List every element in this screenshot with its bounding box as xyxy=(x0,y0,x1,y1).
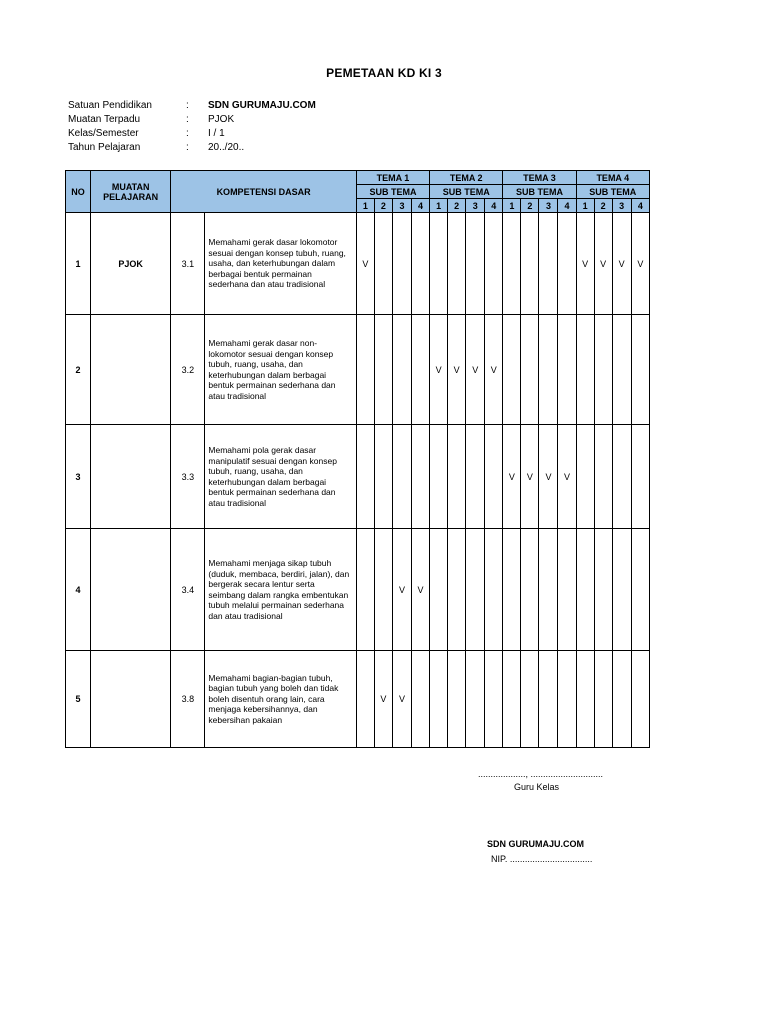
row-kd-code: 3.2 xyxy=(171,315,205,425)
mark-cell xyxy=(521,213,539,315)
mark-cell xyxy=(485,425,503,529)
document-meta xyxy=(68,98,316,154)
mark-cell xyxy=(466,529,485,651)
mark-cell xyxy=(594,425,612,529)
mark-cell: V xyxy=(503,425,521,529)
mark-cell xyxy=(521,315,539,425)
mark-cell xyxy=(558,651,576,748)
mark-cell xyxy=(374,425,392,529)
header-tema-2: TEMA 2 xyxy=(430,171,503,185)
row-kd-code: 3.4 xyxy=(171,529,205,651)
header-subtema-number: 1 xyxy=(503,199,521,213)
mark-cell: V xyxy=(539,425,558,529)
header-subtema-number: 2 xyxy=(594,199,612,213)
mark-cell xyxy=(485,529,503,651)
header-muatan: MUATAN PELAJARAN xyxy=(91,171,171,213)
mark-cell xyxy=(448,213,466,315)
mark-cell xyxy=(430,529,448,651)
mark-cell xyxy=(539,651,558,748)
mark-cell xyxy=(374,315,392,425)
header-subtema-number: 3 xyxy=(612,199,631,213)
header-subtema-number: 2 xyxy=(521,199,539,213)
row-kd-description: Memahami pola gerak dasar manipulatif sesuai dengan konsep tubuh, ruang, usaha, dan keterhubungan dalam berbagai bentuk permainan sederhana dan atau tradisional xyxy=(205,425,356,529)
row-kd-code: 3.8 xyxy=(171,651,205,748)
mark-cell xyxy=(356,529,374,651)
mark-cell xyxy=(412,651,430,748)
meta-value: I / 1 xyxy=(208,127,225,139)
header-subtema-number: 1 xyxy=(430,199,448,213)
mark-cell xyxy=(392,213,411,315)
mark-cell xyxy=(412,425,430,529)
mark-cell xyxy=(594,315,612,425)
mark-cell xyxy=(503,213,521,315)
mark-cell: V xyxy=(448,315,466,425)
table-row xyxy=(66,315,650,425)
header-subtema-number: 1 xyxy=(576,199,594,213)
row-muatan xyxy=(91,651,171,748)
mark-cell: V xyxy=(612,213,631,315)
mark-cell xyxy=(521,529,539,651)
meta-value: SDN GURUMAJU.COM xyxy=(208,99,316,111)
mark-cell xyxy=(612,651,631,748)
mark-cell xyxy=(448,425,466,529)
header-subtema-number: 3 xyxy=(466,199,485,213)
mark-cell: V xyxy=(466,315,485,425)
mark-cell xyxy=(503,651,521,748)
mark-cell xyxy=(485,213,503,315)
header-subtema: SUB TEMA xyxy=(503,185,576,199)
row-kd-description: Memahami bagian-bagian tubuh, bagian tubuh yang boleh dan tidak boleh disentuh orang lain, cara menjaga kebersihannya, dan kebersihan pakaian xyxy=(205,651,356,748)
mark-cell: V xyxy=(576,213,594,315)
mark-cell xyxy=(430,213,448,315)
mark-cell xyxy=(466,425,485,529)
row-muatan xyxy=(91,315,171,425)
mark-cell: V xyxy=(631,213,649,315)
meta-colon: : xyxy=(186,99,189,111)
row-kd-description: Memahami menjaga sikap tubuh (duduk, membaca, berdiri, jalan), dan bergerak secara lentur serta seimbang dalam rangka embentukan tubuh melalui permainan sederhana dan atau tradisional xyxy=(205,529,356,651)
table-row xyxy=(66,529,650,651)
page-title: PEMETAAN KD KI 3 xyxy=(326,66,442,80)
mark-cell: V xyxy=(521,425,539,529)
header-subtema-number: 4 xyxy=(558,199,576,213)
meta-row-kelas xyxy=(68,126,316,140)
mark-cell xyxy=(356,315,374,425)
row-muatan xyxy=(91,529,171,651)
mark-cell xyxy=(448,651,466,748)
header-subtema-number: 1 xyxy=(356,199,374,213)
mapping-table xyxy=(65,170,650,748)
row-kd-code: 3.1 xyxy=(171,213,205,315)
table-row xyxy=(66,651,650,748)
meta-label: Kelas/Semester xyxy=(68,127,139,139)
table-header xyxy=(66,171,650,213)
header-tema-4: TEMA 4 xyxy=(576,171,649,185)
mark-cell xyxy=(558,213,576,315)
mark-cell xyxy=(466,651,485,748)
mark-cell xyxy=(392,425,411,529)
header-tema-1: TEMA 1 xyxy=(356,171,429,185)
mark-cell xyxy=(631,425,649,529)
signature-name: SDN GURUMAJU.COM xyxy=(487,839,585,849)
row-muatan: PJOK xyxy=(91,213,171,315)
meta-row-satuan xyxy=(68,98,316,112)
mark-cell xyxy=(576,651,594,748)
mark-cell xyxy=(594,529,612,651)
mark-cell xyxy=(412,213,430,315)
signature-date-line: ..................., ............................. xyxy=(478,769,604,779)
mark-cell: V xyxy=(392,651,411,748)
mark-cell xyxy=(631,529,649,651)
header-subtema-number: 2 xyxy=(374,199,392,213)
meta-value: PJOK xyxy=(208,113,235,125)
mark-cell xyxy=(539,315,558,425)
header-subtema-number: 3 xyxy=(539,199,558,213)
header-subtema-number: 4 xyxy=(631,199,649,213)
signature-role: Guru Kelas xyxy=(514,782,560,792)
header-subtema: SUB TEMA xyxy=(430,185,503,199)
mark-cell xyxy=(539,213,558,315)
table-row xyxy=(66,213,650,315)
row-muatan xyxy=(91,425,171,529)
table-body xyxy=(66,213,650,748)
header-kompetensi: KOMPETENSI DASAR xyxy=(171,171,357,213)
row-kd-code: 3.3 xyxy=(171,425,205,529)
meta-colon: : xyxy=(186,141,189,153)
mark-cell xyxy=(612,315,631,425)
mark-cell xyxy=(503,529,521,651)
meta-colon: : xyxy=(186,127,189,139)
mark-cell xyxy=(356,651,374,748)
meta-value: 20../20.. xyxy=(208,141,245,153)
mark-cell xyxy=(631,651,649,748)
mark-cell: V xyxy=(374,651,392,748)
mark-cell: V xyxy=(392,529,411,651)
mark-cell: V xyxy=(430,315,448,425)
signature-nip: NIP. ................................. xyxy=(491,854,593,864)
row-number: 5 xyxy=(66,651,91,748)
mark-cell xyxy=(576,529,594,651)
mark-cell xyxy=(539,529,558,651)
header-subtema-number: 4 xyxy=(485,199,503,213)
row-number: 2 xyxy=(66,315,91,425)
mark-cell: V xyxy=(412,529,430,651)
meta-label: Satuan Pendidikan xyxy=(68,99,152,111)
row-number: 1 xyxy=(66,213,91,315)
header-subtema-number: 3 xyxy=(392,199,411,213)
mark-cell xyxy=(374,213,392,315)
mark-cell xyxy=(430,425,448,529)
mark-cell xyxy=(412,315,430,425)
header-subtema-number: 2 xyxy=(448,199,466,213)
mark-cell xyxy=(612,425,631,529)
mark-cell xyxy=(466,213,485,315)
mark-cell xyxy=(558,315,576,425)
mark-cell xyxy=(612,529,631,651)
mark-cell xyxy=(576,425,594,529)
header-subtema: SUB TEMA xyxy=(576,185,649,199)
mark-cell xyxy=(631,315,649,425)
mark-cell xyxy=(485,651,503,748)
row-kd-description: Memahami gerak dasar non-lokomotor sesuai dengan konsep tubuh, ruang, usaha, dan keterhubungan dalam berbagai bentuk permainan sederhana dan atau tradisional xyxy=(205,315,356,425)
row-kd-description: Memahami gerak dasar lokomotor sesuai dengan konsep tubuh, ruang, usaha, dan keterhubungan dalam berbagai bentuk permainan sederhana dan atau tradisional xyxy=(205,213,356,315)
meta-label: Muatan Terpadu xyxy=(68,113,141,125)
header-subtema: SUB TEMA xyxy=(356,185,429,199)
mark-cell xyxy=(503,315,521,425)
row-number: 4 xyxy=(66,529,91,651)
header-tema-3: TEMA 3 xyxy=(503,171,576,185)
mark-cell: V xyxy=(594,213,612,315)
mark-cell xyxy=(521,651,539,748)
meta-row-muatan xyxy=(68,112,316,126)
row-number: 3 xyxy=(66,425,91,529)
mark-cell xyxy=(558,529,576,651)
meta-row-tahun xyxy=(68,140,316,154)
mark-cell: V xyxy=(485,315,503,425)
header-subtema-number: 4 xyxy=(412,199,430,213)
mark-cell xyxy=(356,425,374,529)
meta-colon: : xyxy=(186,113,189,125)
mark-cell: V xyxy=(558,425,576,529)
meta-label: Tahun Pelajaran xyxy=(68,141,141,153)
header-no: NO xyxy=(66,171,91,213)
mark-cell xyxy=(594,651,612,748)
mark-cell xyxy=(392,315,411,425)
mark-cell: V xyxy=(356,213,374,315)
mark-cell xyxy=(576,315,594,425)
table-row xyxy=(66,425,650,529)
mark-cell xyxy=(374,529,392,651)
mark-cell xyxy=(430,651,448,748)
mark-cell xyxy=(448,529,466,651)
